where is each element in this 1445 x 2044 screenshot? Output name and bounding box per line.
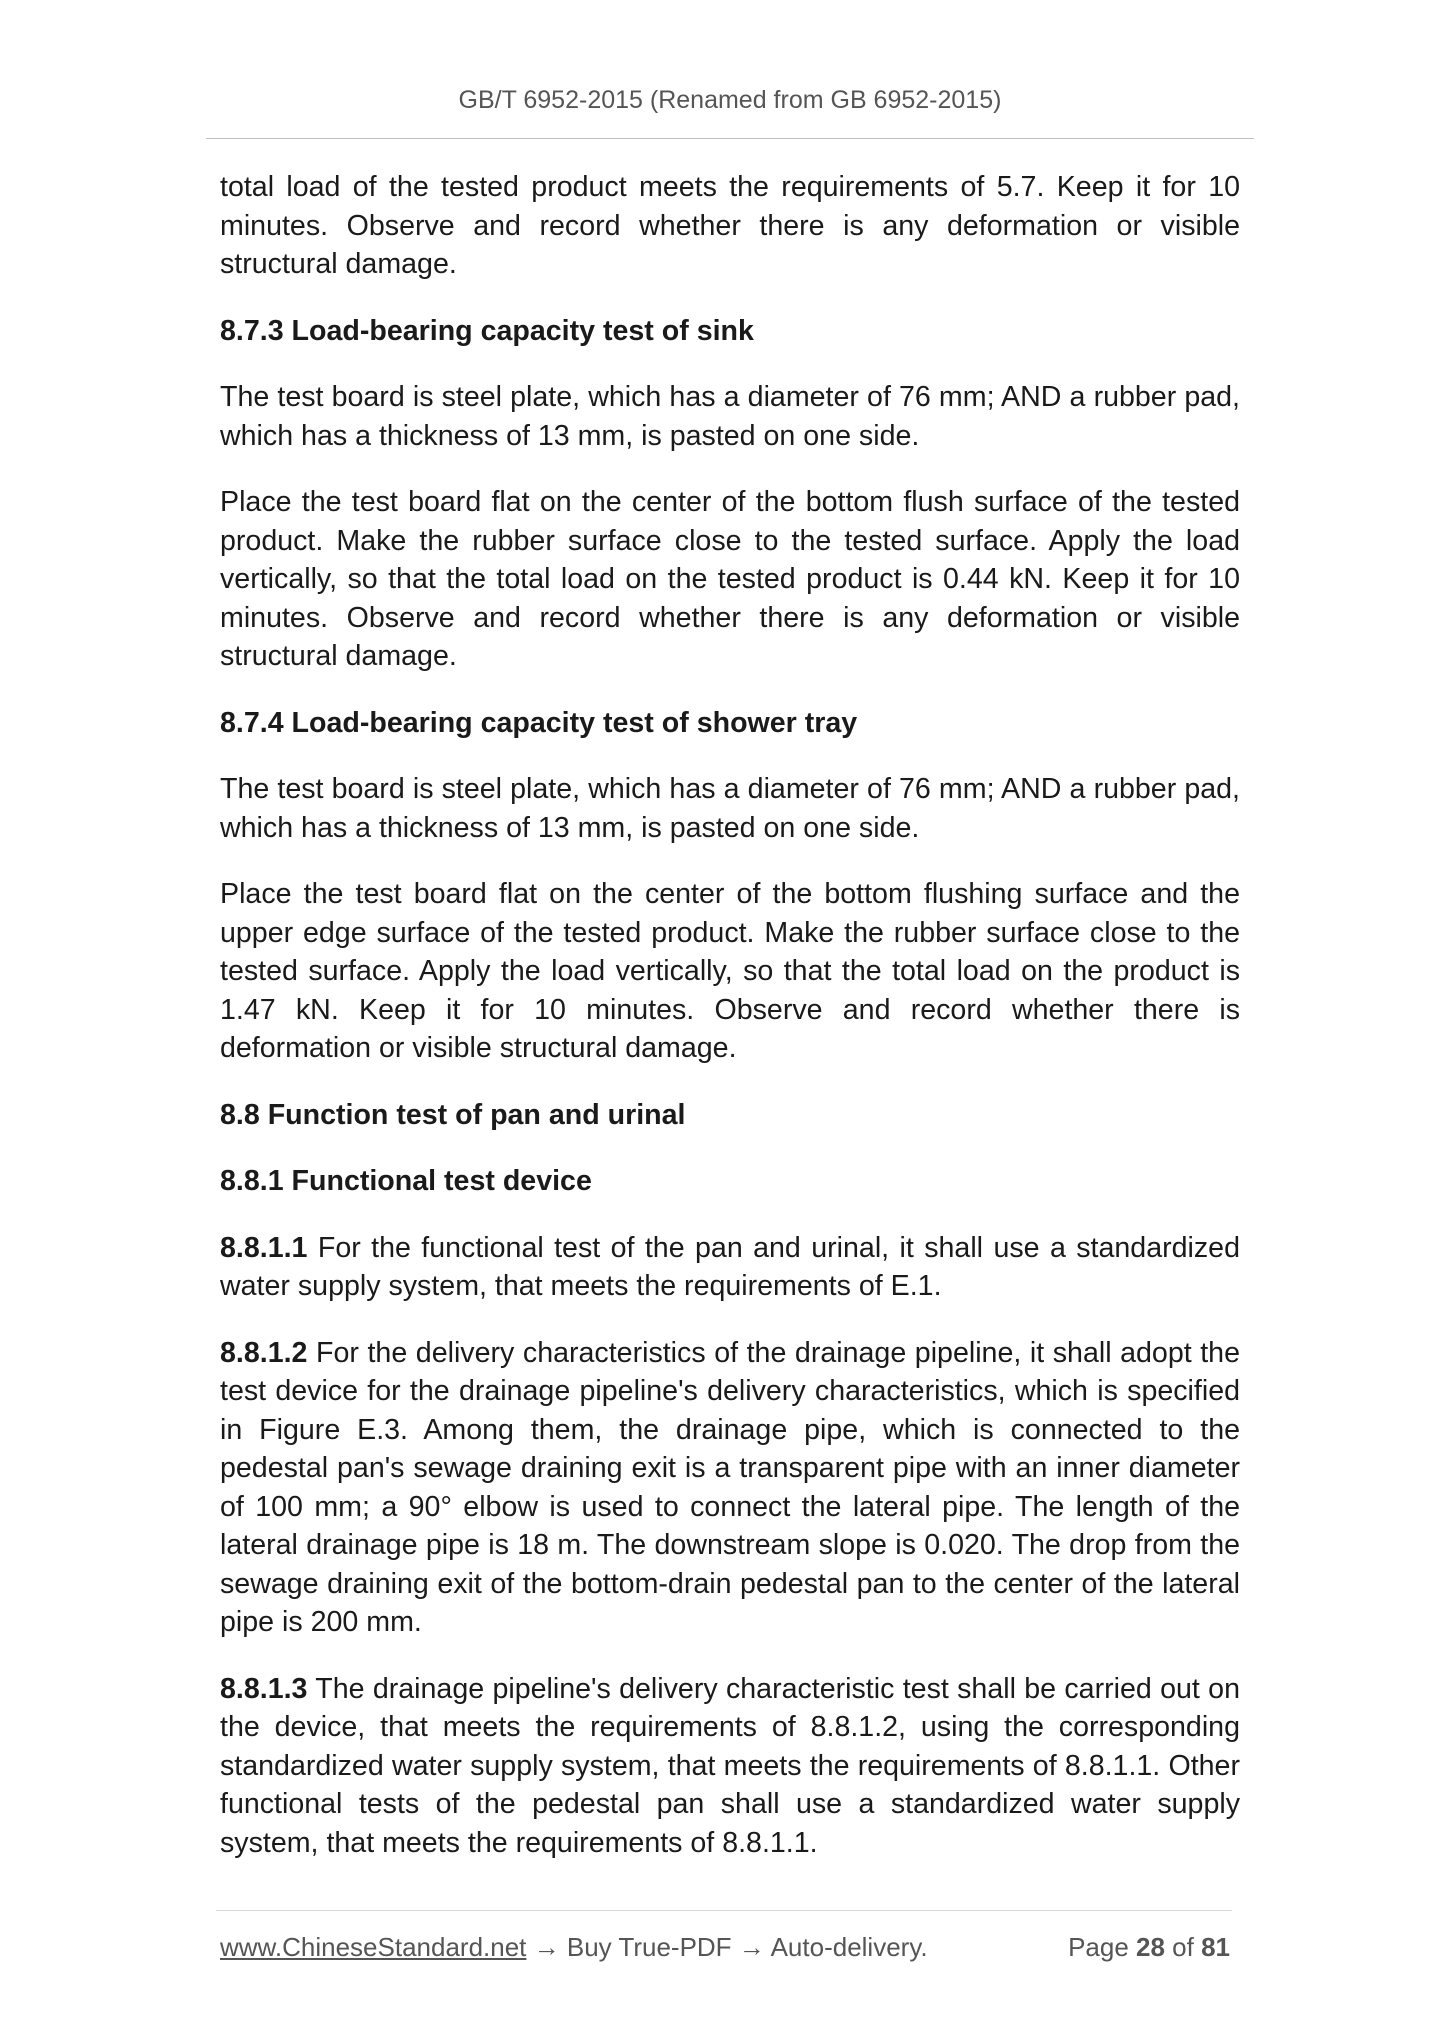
heading-8-8: 8.8 Function test of pan and urinal xyxy=(220,1098,686,1131)
of-label: of xyxy=(1164,1932,1202,1962)
delivery-text: Auto-delivery. xyxy=(770,1932,928,1962)
clause-8-8-1-2 xyxy=(220,1334,1240,1642)
buy-text: Buy True-PDF xyxy=(566,1932,732,1962)
paragraph-shower-procedure: Place the test board flat on the center of the bottom flushing surface and the upper edge surface of the tested product. Make the rubber surface close to the tested surface. Apply the load vertically, so that the total load on the product is 1.47 kN. Keep it for 10 minutes. Observe and record whether there is deformation or visible structural damage. xyxy=(220,878,1240,1064)
clause-8-8-1-3 xyxy=(220,1670,1240,1863)
page-number: 28 xyxy=(1136,1932,1165,1962)
clause-number: 8.8.1.3 xyxy=(220,1672,308,1705)
heading-8-7-4: 8.7.4 Load-bearing capacity test of shower tray xyxy=(220,706,858,739)
footer-promo xyxy=(220,1932,928,1963)
paragraph-sink-test-board: The test board is steel plate, which has a diameter of 76 mm; AND a rubber pad, which has a thickness of 13 mm, is pasted on one side. xyxy=(220,381,1240,452)
footer-divider xyxy=(216,1910,1232,1911)
page-indicator xyxy=(1068,1932,1230,1963)
clause-number: 8.8.1.1 xyxy=(220,1231,308,1264)
clause-8-8-1-1 xyxy=(220,1229,1240,1306)
paragraph-shower-test-board: The test board is steel plate, which has a diameter of 76 mm; AND a rubber pad, which has a thickness of 13 mm, is pasted on one side. xyxy=(220,773,1240,844)
clause-number: 8.8.1.2 xyxy=(220,1336,308,1369)
document-body xyxy=(220,168,1240,1890)
paragraph-sink-procedure: Place the test board flat on the center of the bottom flush surface of the tested product. Make the rubber surface close to the tested surface. Apply the load vertically, so that the total load on the tested product is 0.44 kN. Keep it for 10 minutes. Observe and record whether there is any deformation or visible structural damage. xyxy=(220,486,1240,672)
clause-text: The drainage pipeline's delivery characteristic test shall be carried out on the device, that meets the requirements of 8.8.1.2, using the corresponding standardized water supply system, that meets the requirements of 8.8.1.1. Other functional tests of the pedestal pan shall use a standardized water supply system, that meets the requirements of 8.8.1.1. xyxy=(220,1672,1240,1859)
page-header: GB/T 6952-2015 (Renamed from GB 6952-2015) xyxy=(458,86,1002,114)
clause-text: For the delivery characteristics of the drainage pipeline, it shall adopt the test device for the drainage pipeline's delivery characteristics, which is specified in Figure E.3. Among them, the drainage pipe, which is connected to the pedestal pan's sewage draining exit is a transparent pipe with an inner diameter of 100 mm; a 90° elbow is used to connect the lateral pipe. The length of the lateral drainage pipe is 18 m. The downstream slope is 0.020. The drop from the sewage draining exit of the bottom-drain pedestal pan to the center of the lateral pipe is 200 mm. xyxy=(220,1336,1240,1638)
heading-8-7-3: 8.7.3 Load-bearing capacity test of sink xyxy=(220,314,754,347)
page-label: Page xyxy=(1068,1932,1137,1962)
arrow-right-icon: → xyxy=(526,1932,567,1962)
header-divider xyxy=(206,138,1254,139)
heading-8-8-1: 8.8.1 Functional test device xyxy=(220,1165,592,1197)
page-footer xyxy=(220,1932,1230,1968)
clause-text: For the functional test of the pan and urinal, it shall use a standardized water supply system, that meets the requirements of E.1. xyxy=(220,1231,1240,1302)
website-link[interactable]: www.ChineseStandard.net xyxy=(220,1932,527,1962)
page-total: 81 xyxy=(1201,1932,1230,1962)
paragraph-continuation: total load of the tested product meets the requirements of 5.7. Keep it for 10 minutes. Observe and record whether there is any deformation or visible structural damage. xyxy=(220,171,1240,280)
arrow-right-icon: → xyxy=(731,1932,771,1962)
